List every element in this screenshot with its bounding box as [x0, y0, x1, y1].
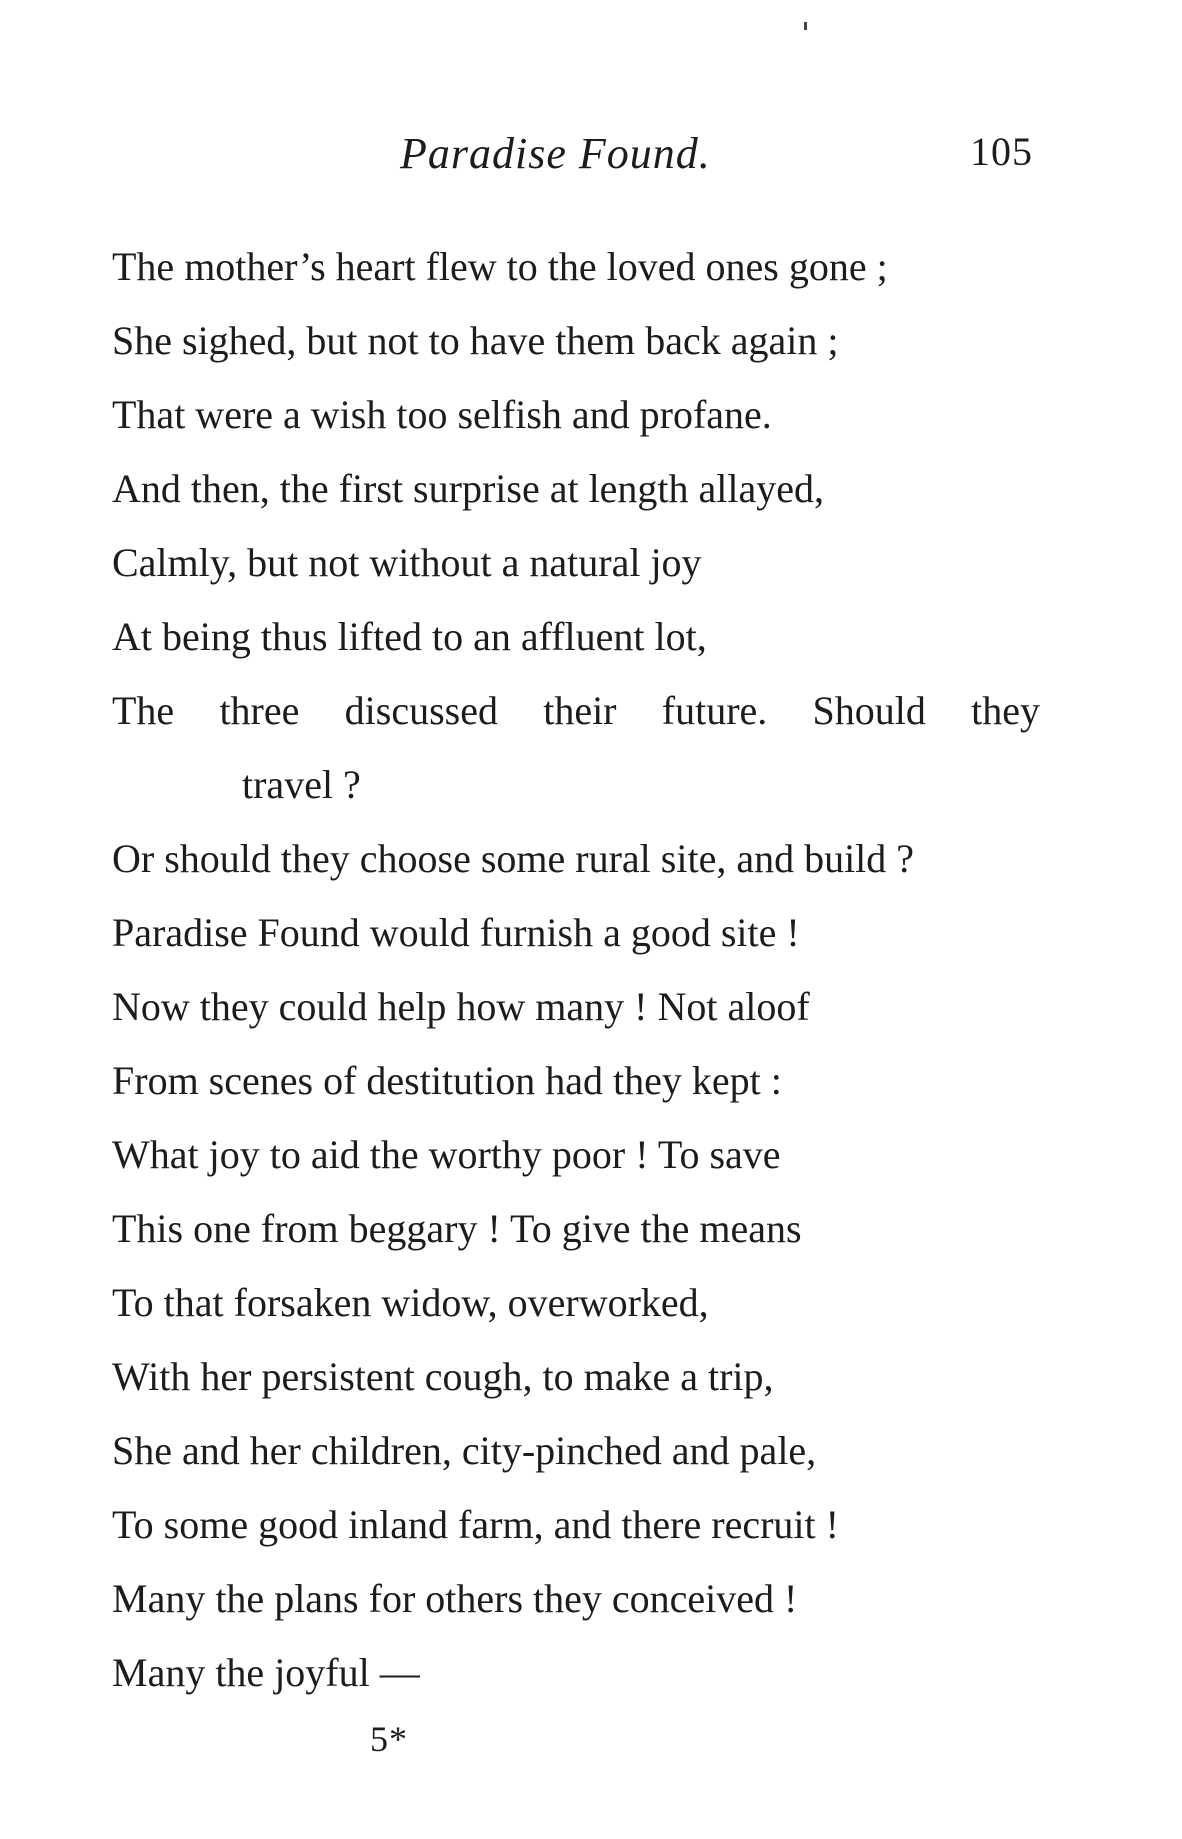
poem-line: Many the plans for others they conceived ! [112, 1576, 798, 1621]
page-number: 105 [970, 129, 1033, 174]
poem-line: From scenes of destitution had they kept : [112, 1058, 782, 1103]
poem-line: The three discussed their future. Should they [112, 688, 1040, 733]
print-speck [804, 22, 807, 30]
poem-line: She sighed, but not to have them back again ; [112, 318, 839, 363]
poem-line: What joy to aid the worthy poor ! To save [112, 1132, 781, 1177]
poem-line-continued: travel ? [242, 762, 361, 807]
poem-line: Paradise Found would furnish a good site ! [112, 910, 800, 955]
poem-line: Many the joyful — [112, 1650, 420, 1695]
poem-line: With her persistent cough, to make a trip, [112, 1354, 774, 1399]
poem-line: And then, the first surprise at length allayed, [112, 466, 825, 511]
poem-line: To some good inland farm, and there recruit ! [112, 1502, 839, 1547]
poem-line: She and her children, city-pinched and pale, [112, 1428, 817, 1473]
running-title: Paradise Found. [400, 129, 711, 178]
running-head [0, 128, 1182, 188]
poem-line: Calmly, but not without a natural joy [112, 540, 702, 585]
poem-line: The mother’s heart flew to the loved ones gone ; [112, 244, 888, 289]
poem-line: Or should they choose some rural site, and build ? [112, 836, 915, 881]
signature-mark: 5* [370, 1719, 408, 1759]
poem-line: This one from beggary ! To give the means [112, 1206, 802, 1251]
poem-line: That were a wish too selfish and profane. [112, 392, 772, 437]
poem-line: To that forsaken widow, overworked, [112, 1280, 709, 1325]
poem-line: Now they could help how many ! Not aloof [112, 984, 810, 1029]
poem-line: At being thus lifted to an affluent lot, [112, 614, 707, 659]
poem-text [112, 240, 1042, 1720]
